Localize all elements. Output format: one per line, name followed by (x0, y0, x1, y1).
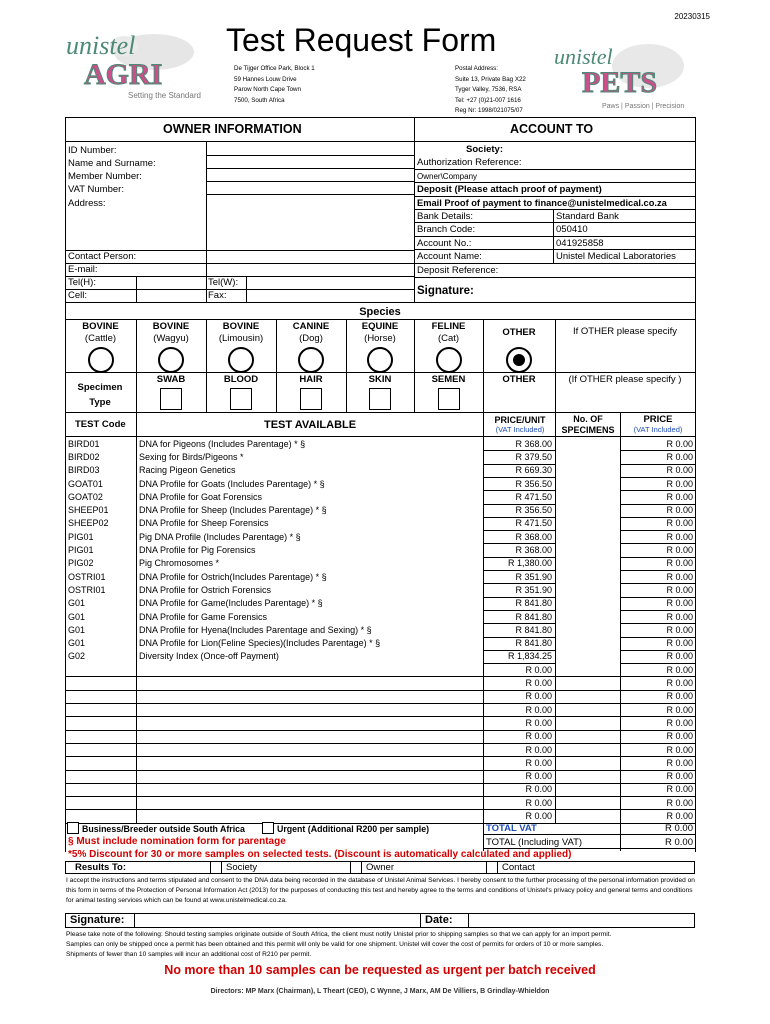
table-row-price: R 0.00 (666, 664, 693, 675)
table-row-unit-price: R 356.50 (515, 505, 552, 516)
table-row-price: R 0.00 (666, 624, 693, 635)
table-row-unit-price: R 669.30 (515, 465, 552, 476)
table-row-test: Pig Chromosomes * (139, 558, 220, 569)
table-row-test: DNA Profile for Ostrich(Includes Parentage) * § (139, 571, 327, 582)
postal-address: Postal Address: Suite 13, Private Bag X22 Tyger Valley, 7536, RSA Tel: +27 (0)21-007 1616 Reg Nr: 1998/021075/07 (455, 65, 526, 115)
table-row-price: R 0.00 (666, 505, 693, 516)
species-2-radio[interactable] (228, 347, 254, 373)
table-row-specimens-input[interactable] (556, 438, 619, 450)
results-society-checkbox[interactable] (210, 861, 222, 874)
discount-note: *5% Discount for 30 or more samples on selected tests. (Discount is automatically calculated and applied) (68, 849, 572, 860)
auth-ref-label: Authorization Reference: (417, 157, 522, 168)
specimen-5-label: OTHER (502, 374, 536, 385)
outside-sa-label: Business/Breeder outside South Africa (82, 824, 245, 834)
table-row-specimens-input[interactable] (556, 477, 619, 489)
cell-label: Cell: (68, 290, 88, 301)
species-1-sub: (Wagyu) (153, 333, 189, 344)
species-4-sub: (Horse) (364, 333, 396, 344)
table-row-price: R 0.00 (666, 638, 693, 649)
date-label: Date: (425, 914, 453, 926)
table-row-specimens-input[interactable] (556, 810, 619, 822)
svg-text:Setting the Standard: Setting the Standard (128, 91, 201, 100)
table-row-unit-price: R 471.50 (515, 518, 552, 529)
table-row-unit-price: R 0.00 (525, 784, 552, 795)
table-row-unit-price: R 0.00 (525, 691, 552, 702)
table-row-unit-price: R 0.00 (525, 664, 552, 675)
table-row-unit-price: R 0.00 (525, 744, 552, 755)
table-row-price: R 0.00 (666, 717, 693, 728)
table-row-price: R 0.00 (666, 545, 693, 555)
table-row-specimens-input[interactable] (556, 531, 619, 543)
table-row-unit-price: R 1,834.25 (507, 651, 552, 662)
table-row-price: R 0.00 (666, 438, 693, 449)
test-code-header: TEST Code (75, 419, 126, 430)
signature-label: Signature: (70, 914, 125, 926)
results-to-label: Results To: (75, 862, 127, 873)
table-row-unit-price: R 351.90 (515, 584, 552, 595)
table-row-specimens-input[interactable] (556, 504, 619, 516)
table-row-specimens-input[interactable] (556, 637, 619, 649)
specimen-1-label: BLOOD (223, 374, 259, 385)
species-5-name: FELINE (431, 321, 466, 332)
table-row-test: DNA Profile for Game(Includes Parentage) * § (139, 598, 323, 609)
table-row-price: R 0.00 (666, 784, 693, 795)
specimen-0-checkbox[interactable] (160, 388, 182, 410)
species-2-name: BOVINE (222, 321, 260, 332)
table-row-specimens-input[interactable] (556, 717, 619, 729)
owner-info-header: OWNER INFORMATION (163, 123, 302, 135)
species-5-sub: (Cat) (437, 333, 460, 344)
svg-text:PETS: PETS (582, 66, 658, 99)
species-0-sub: (Cattle) (84, 333, 117, 344)
table-row-code: BIRD01 (68, 438, 100, 449)
table-row-unit-price: R 356.50 (515, 478, 552, 489)
table-row-code: SHEEP02 (68, 518, 109, 529)
table-row-price: R 0.00 (666, 451, 693, 462)
table-row-unit-price: R 0.00 (525, 704, 552, 715)
table-row-specimens-input[interactable] (556, 677, 619, 689)
table-row-price: R 0.00 (666, 598, 693, 609)
table-row-price: R 0.00 (666, 611, 693, 622)
table-row-specimens-input[interactable] (556, 757, 619, 769)
fax-label: Fax: (208, 290, 227, 301)
results-society-label: Society (226, 862, 258, 873)
page-title: Test Request Form (226, 22, 497, 58)
total-value: R 0.00 (665, 837, 693, 848)
name-surname-label: Name and Surname: (68, 158, 156, 169)
nomination-note: § Must include nomination form for parentage (68, 836, 286, 847)
results-contact-checkbox[interactable] (486, 861, 498, 874)
specimen-3-checkbox[interactable] (369, 388, 391, 410)
table-row-unit-price: R 0.00 (525, 797, 552, 808)
table-row-unit-price: R 0.00 (525, 811, 552, 821)
directors: Directors: MP Marx (Chairman), L Theart (CEO), C Wynne, J Marx, AM De Villiers, B Grindlay-Whieldon (210, 988, 550, 995)
table-row-unit-price: R 0.00 (525, 717, 552, 728)
table-row-test: DNA Profile for Goat Forensics (139, 491, 263, 502)
species-header: Species (359, 306, 401, 318)
table-row-specimens-input[interactable] (556, 491, 619, 503)
account-name-label: Account Name: (417, 251, 482, 262)
species-3-radio[interactable] (298, 347, 324, 373)
table-row-specimens-input[interactable] (556, 584, 619, 596)
deposit-label: Deposit (Please attach proof of payment) (417, 184, 602, 195)
table-row-unit-price: R 368.00 (515, 438, 552, 449)
price-unit-header: PRICE/UNIT (494, 415, 546, 425)
table-row-price: R 0.00 (666, 531, 693, 542)
consent-text: I accept the instructions and terms stipulated and consent to the DNA data being recorded in the database of Unistel Animal Services. I hereby consent to the further processing of the personal information provided on this form in terms of the Protection of Personal Information Act (2013) for the purposes of conducting this test and hereby agree to the terms and conditions of Unistel's privacy policy and general terms and conditions for animal testing services which can be found at www.unistelmedical.co.za. (66, 877, 695, 904)
table-row-unit-price: R 0.00 (525, 757, 552, 768)
table-row-specimens-input[interactable] (556, 797, 619, 809)
table-row-specimens-input[interactable] (556, 650, 619, 662)
species-2-sub: (Limousin) (218, 333, 264, 344)
table-row-test: DNA Profile for Lion(Feline Species)(Includes Parentage) * § (139, 638, 381, 649)
results-owner-label: Owner (366, 862, 394, 873)
table-row-unit-price: R 841.80 (515, 624, 552, 635)
table-row-specimens-input[interactable] (556, 557, 619, 569)
specimen-2-label: HAIR (299, 374, 323, 385)
specimen-0-label: SWAB (156, 374, 186, 385)
total-label: TOTAL (Including VAT) (486, 837, 583, 848)
table-row-specimens-input[interactable] (556, 464, 619, 476)
table-row-unit-price: R 368.00 (515, 545, 552, 555)
account-signature-label: Signature: (417, 285, 474, 297)
species-0-name: BOVINE (82, 321, 119, 332)
email-proof-label: Email Proof of payment to finance@unistelmedical.co.za (417, 198, 667, 208)
specimen-4-checkbox[interactable] (438, 388, 460, 410)
species-0-radio[interactable] (88, 347, 114, 373)
specimen-1-checkbox[interactable] (230, 388, 252, 410)
test-available-header: TEST AVAILABLE (264, 419, 357, 431)
table-row-test: DNA Profile for Sheep (Includes Parentage) * § (139, 505, 327, 516)
outside-sa-checkbox[interactable] (67, 822, 79, 834)
table-row-specimens-input[interactable] (556, 624, 619, 636)
urgent-warning: No more than 10 samples can be requested as urgent per batch received (164, 963, 596, 977)
table-row-unit-price: R 841.80 (515, 611, 552, 622)
shipping-notes: Please take note of the following: Should testing samples originate outside of South Africa, the client must notify Unistel prior to shipping samples so that we can apply for an import permit. Samples can only be shipped once a permit has been obtained and this permit will only be valid for one shipment. Unistel will cover the cost of permits for orders of 10 or more samples. Shipments of fewer than 10 samples will incur an additional cost of R210 per permit. (66, 931, 612, 958)
bank-details-value: Standard Bank (556, 211, 619, 222)
account-to-header: ACCOUNT TO (510, 123, 594, 135)
table-row-price: R 0.00 (666, 744, 693, 755)
table-row-code: G01 (68, 598, 86, 609)
table-row-price: R 0.00 (666, 757, 693, 768)
table-row-code: BIRD03 (68, 465, 100, 476)
table-row-price: R 0.00 (666, 678, 693, 688)
society-label: Society: (466, 144, 503, 155)
table-row-test: Diversity Index (Once-off Payment) (139, 651, 279, 662)
specimen-4-label: SEMEN (431, 374, 466, 385)
urgent-label: Urgent (Additional R200 per sample) (277, 824, 430, 834)
total-vat-label: TOTAL VAT (486, 823, 537, 834)
table-row-price: R 0.00 (666, 651, 693, 662)
species-6-name: OTHER (502, 327, 536, 338)
table-row-specimens-input[interactable] (556, 770, 619, 782)
table-row-code: G01 (68, 624, 86, 635)
table-row-code: SHEEP01 (68, 505, 109, 516)
specimen-type-label: Specimen Type (77, 382, 123, 408)
table-row-specimens-input[interactable] (556, 730, 619, 742)
branch-code-label: Branch Code: (417, 224, 476, 235)
table-row-unit-price: R 841.80 (515, 598, 552, 609)
table-row-specimens-input[interactable] (556, 664, 619, 676)
vat-number-label: VAT Number: (68, 184, 124, 195)
table-row-unit-price: R 0.00 (525, 771, 552, 782)
table-row-specimens-input[interactable] (556, 544, 619, 556)
signature-input[interactable] (135, 914, 419, 927)
physical-address: De Tijger Office Park, Block 1 59 Hannes Louw Drive Parow North Cape Town 7500, South Africa (234, 65, 315, 104)
price-header: PRICE (643, 414, 673, 425)
table-row-unit-price: R 471.50 (515, 491, 552, 502)
price-unit-vat-note: (VAT Included) (495, 425, 545, 434)
table-row-code: BIRD02 (68, 451, 100, 462)
table-row-price: R 0.00 (666, 731, 693, 742)
results-owner-checkbox[interactable] (350, 861, 362, 874)
specimens-header: No. OF SPECIMENS (561, 414, 615, 435)
account-no-label: Account No.: (417, 238, 472, 249)
table-row-specimens-input[interactable] (556, 610, 619, 622)
urgent-checkbox[interactable] (262, 822, 274, 834)
id-number-label: ID Number: (68, 145, 117, 156)
table-row-price: R 0.00 (666, 558, 693, 569)
branch-code-value: 050410 (556, 224, 588, 235)
table-row-unit-price: R 0.00 (525, 731, 552, 742)
table-row-test: DNA Profile for Pig Forensics (139, 545, 256, 555)
table-row-specimens-input[interactable] (556, 690, 619, 702)
account-no-value: 041925858 (556, 238, 604, 249)
table-row-code: PIG01 (68, 531, 94, 542)
table-row-price: R 0.00 (666, 691, 693, 702)
specimen-3-label: SKIN (368, 374, 392, 385)
table-row-code: G01 (68, 638, 86, 649)
species-5-radio[interactable] (436, 347, 462, 373)
table-row-specimens-input[interactable] (556, 571, 619, 583)
species-4-name: EQUINE (361, 321, 399, 332)
table-row-specimens-input[interactable] (556, 517, 619, 529)
species-4-radio[interactable] (367, 347, 393, 373)
table-row-code: G02 (68, 651, 86, 662)
species-1-radio[interactable] (158, 347, 184, 373)
table-row-unit-price: R 379.50 (515, 451, 552, 462)
table-row-test: DNA Profile for Hyena(Includes Parentage and Sexing) * § (139, 624, 372, 635)
unistel-pets-logo (548, 40, 694, 112)
document-number: 20230315 (674, 12, 710, 21)
table-row-specimens-input[interactable] (556, 704, 619, 716)
table-row-code: OSTRI01 (68, 584, 106, 595)
table-row-price: R 0.00 (666, 704, 693, 715)
table-row-price: R 0.00 (666, 771, 693, 782)
table-row-specimens-input[interactable] (556, 783, 619, 795)
date-input[interactable] (469, 914, 694, 927)
svg-text:unistel: unistel (554, 44, 613, 69)
table-row-code: G01 (68, 611, 86, 622)
table-row-unit-price: R 351.90 (515, 571, 552, 582)
table-row-test: Sexing for Birds/Pigeons * (139, 451, 244, 462)
table-row-price: R 0.00 (666, 491, 693, 502)
table-row-unit-price: R 841.80 (515, 638, 552, 649)
table-row-code: GOAT01 (68, 478, 103, 489)
table-row-price: R 0.00 (666, 465, 693, 476)
table-row-code: PIG01 (68, 545, 94, 555)
address-label: Address: (68, 198, 106, 209)
bank-details-label: Bank Details: (417, 211, 473, 222)
owner-company-label: Owner\Company (417, 172, 478, 181)
email-label: E-mail: (68, 264, 98, 275)
svg-text:AGRI: AGRI (84, 58, 163, 91)
tel-h-label: Tel(H): (68, 277, 96, 288)
price-vat-note: (VAT Included) (633, 425, 683, 434)
member-number-label: Member Number: (68, 171, 142, 182)
species-1-name: BOVINE (152, 321, 190, 332)
deposit-ref-label: Deposit Reference: (417, 265, 499, 276)
table-row-code: GOAT02 (68, 491, 103, 502)
svg-text:Paws | Passion | Precision: Paws | Passion | Precision (602, 103, 685, 110)
table-row-test: Racing Pigeon Genetics (139, 465, 236, 476)
total-vat-value: R 0.00 (665, 823, 693, 834)
table-row-test: DNA Profile for Ostrich Forensics (139, 584, 272, 595)
results-contact-label: Contact (502, 862, 535, 873)
species-3-name: CANINE (292, 321, 330, 332)
table-row-specimens-input[interactable] (556, 597, 619, 609)
table-row-unit-price: R 368.00 (515, 531, 552, 542)
table-row-test: DNA for Pigeons (Includes Parentage) * § (139, 438, 306, 449)
table-row-price: R 0.00 (666, 584, 693, 595)
table-row-price: R 0.00 (666, 478, 693, 489)
account-name-value: Unistel Medical Laboratories (556, 251, 676, 262)
table-row-price: R 0.00 (666, 797, 693, 808)
species-6-radio[interactable] (506, 347, 532, 373)
table-row-test: DNA Profile for Goats (Includes Parentage) * § (139, 478, 325, 489)
tel-w-label: Tel(W): (208, 277, 239, 288)
table-row-unit-price: R 1,380.00 (507, 558, 552, 569)
table-row-test: Pig DNA Profile (Includes Parentage) * § (139, 531, 301, 542)
table-row-code: OSTRI01 (68, 571, 106, 582)
unistel-agri-logo (62, 24, 212, 102)
table-row-price: R 0.00 (666, 518, 693, 529)
address-input[interactable] (206, 194, 414, 250)
specimen-2-checkbox[interactable] (300, 388, 322, 410)
table-row-code: PIG02 (68, 558, 94, 569)
contact-person-label: Contact Person: (68, 251, 137, 262)
table-row-test: DNA Profile for Game Forensics (139, 611, 268, 622)
table-row-test: DNA Profile for Sheep Forensics (139, 518, 269, 529)
svg-text:unistel: unistel (66, 31, 136, 60)
table-row-specimens-input[interactable] (556, 743, 619, 755)
other-species-specify[interactable]: If OTHER please specify (572, 326, 677, 337)
table-row-price: R 0.00 (666, 811, 693, 821)
other-specimen-specify[interactable]: (If OTHER please specify ) (568, 374, 682, 385)
table-row-price: R 0.00 (666, 571, 693, 582)
species-3-sub: (Dog) (299, 333, 323, 344)
table-row-specimens-input[interactable] (556, 451, 619, 463)
table-row-unit-price: R 0.00 (525, 678, 552, 688)
